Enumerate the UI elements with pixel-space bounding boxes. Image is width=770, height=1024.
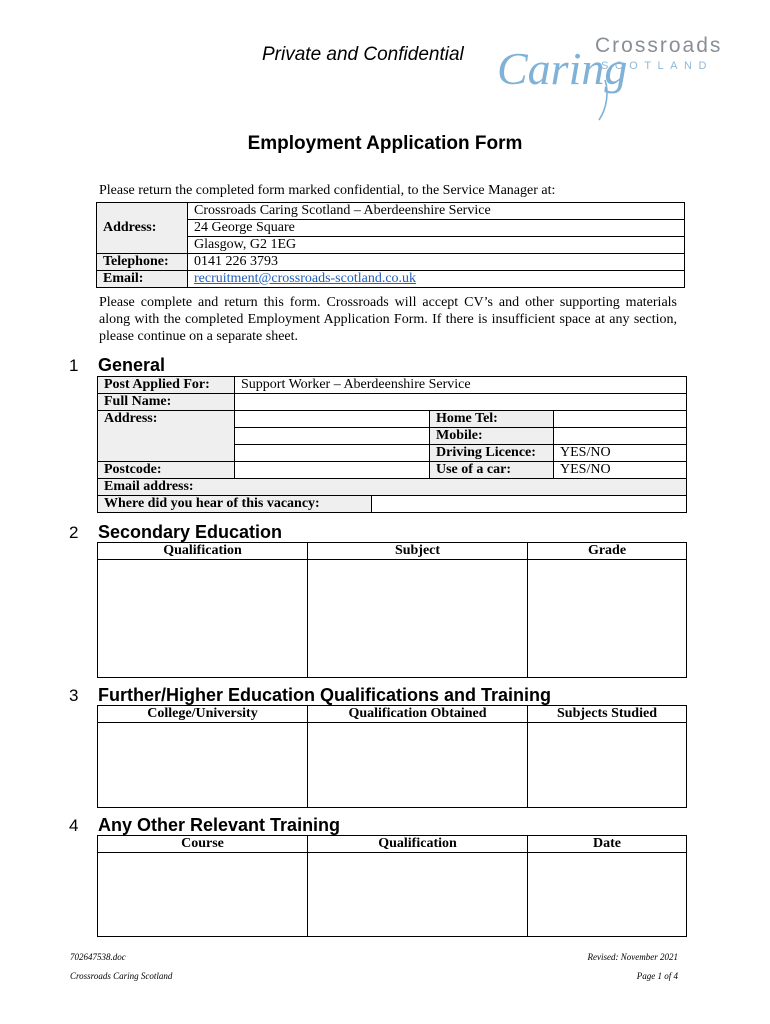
email-label: Email: <box>97 271 188 288</box>
telephone-label: Telephone: <box>97 254 188 271</box>
entry-cell[interactable] <box>98 723 308 808</box>
contact-table <box>96 202 685 288</box>
footer-page: Page 1 of 4 <box>636 971 678 981</box>
instructions-text: Please complete and return this form. Crossroads will accept CV’s and other supporting materials along with the completed Employment Application Form. If there is insufficient space at any section, please continue on a separate sheet. <box>99 295 677 344</box>
logo-bottom-text: SCOTLAND <box>601 60 713 72</box>
address-label: Address: <box>97 203 188 254</box>
column-header: Subject <box>308 543 528 560</box>
licence-value[interactable]: YES/NO <box>554 445 687 462</box>
post-label: Post Applied For: <box>98 377 235 394</box>
mobile-field[interactable] <box>554 428 687 445</box>
confidential-label: Private and Confidential <box>262 44 464 65</box>
footer-doc: 702647538.doc <box>70 952 126 962</box>
column-header: Course <box>98 836 308 853</box>
section-number: 1 <box>69 356 79 375</box>
address-label: Address: <box>98 411 235 462</box>
logo-script-text: Caring <box>497 43 628 94</box>
car-value[interactable]: YES/NO <box>554 462 687 479</box>
licence-label: Driving Licence: <box>430 445 554 462</box>
entry-cell[interactable] <box>98 560 308 678</box>
training-table <box>97 835 687 937</box>
vacancy-label: Where did you hear of this vacancy: <box>98 496 372 513</box>
column-header: College/University <box>98 706 308 723</box>
fullname-field[interactable] <box>235 394 687 411</box>
hometel-label: Home Tel: <box>430 411 554 428</box>
postcode-label: Postcode: <box>98 462 235 479</box>
section-number: 4 <box>69 816 79 835</box>
email-link[interactable]: recruitment@crossroads-scotland.co.uk <box>194 271 417 286</box>
postcode-field[interactable] <box>235 462 430 479</box>
entry-cell[interactable] <box>98 853 308 937</box>
footer-revised: Revised: November 2021 <box>587 952 678 962</box>
entry-cell[interactable] <box>308 723 528 808</box>
car-label: Use of a car: <box>430 462 554 479</box>
column-header: Subjects Studied <box>528 706 687 723</box>
post-value[interactable]: Support Worker – Aberdeenshire Service <box>235 377 687 394</box>
hometel-field[interactable] <box>554 411 687 428</box>
entry-cell[interactable] <box>308 560 528 678</box>
section-title: Further/Higher Education Qualifications and Training <box>98 685 552 705</box>
entry-cell[interactable] <box>528 723 687 808</box>
page-title: Employment Application Form <box>247 133 523 154</box>
address-field[interactable] <box>235 445 430 462</box>
address-field[interactable] <box>235 411 430 428</box>
logo-top-text: Crossroads <box>595 34 723 57</box>
column-header: Grade <box>528 543 687 560</box>
section-title: General <box>98 355 166 375</box>
entry-cell[interactable] <box>528 853 687 937</box>
footer-org: Crossroads Caring Scotland <box>70 971 173 981</box>
intro-text: Please return the completed form marked confidential, to the Service Manager at: <box>99 183 556 198</box>
section-number: 2 <box>69 523 79 542</box>
further-table <box>97 705 687 808</box>
entry-cell[interactable] <box>528 560 687 678</box>
section-title: Secondary Education <box>98 522 283 542</box>
vacancy-field[interactable] <box>372 496 687 513</box>
email-address-label: Email address: <box>98 479 687 496</box>
address-line: Glasgow, G2 1EG <box>188 237 685 254</box>
column-header: Qualification Obtained <box>308 706 528 723</box>
telephone-value: 0141 226 3793 <box>188 254 685 271</box>
crossroads-logo <box>493 30 753 126</box>
general-table <box>97 376 687 513</box>
section-number: 3 <box>69 686 79 705</box>
secondary-table <box>97 542 687 678</box>
column-header: Qualification <box>98 543 308 560</box>
column-header: Qualification <box>308 836 528 853</box>
fullname-label: Full Name: <box>98 394 235 411</box>
column-header: Date <box>528 836 687 853</box>
address-line: 24 George Square <box>188 220 685 237</box>
entry-cell[interactable] <box>308 853 528 937</box>
address-field[interactable] <box>235 428 430 445</box>
address-line: Crossroads Caring Scotland – Aberdeenshire Service <box>188 203 685 220</box>
mobile-label: Mobile: <box>430 428 554 445</box>
section-title: Any Other Relevant Training <box>98 815 341 835</box>
